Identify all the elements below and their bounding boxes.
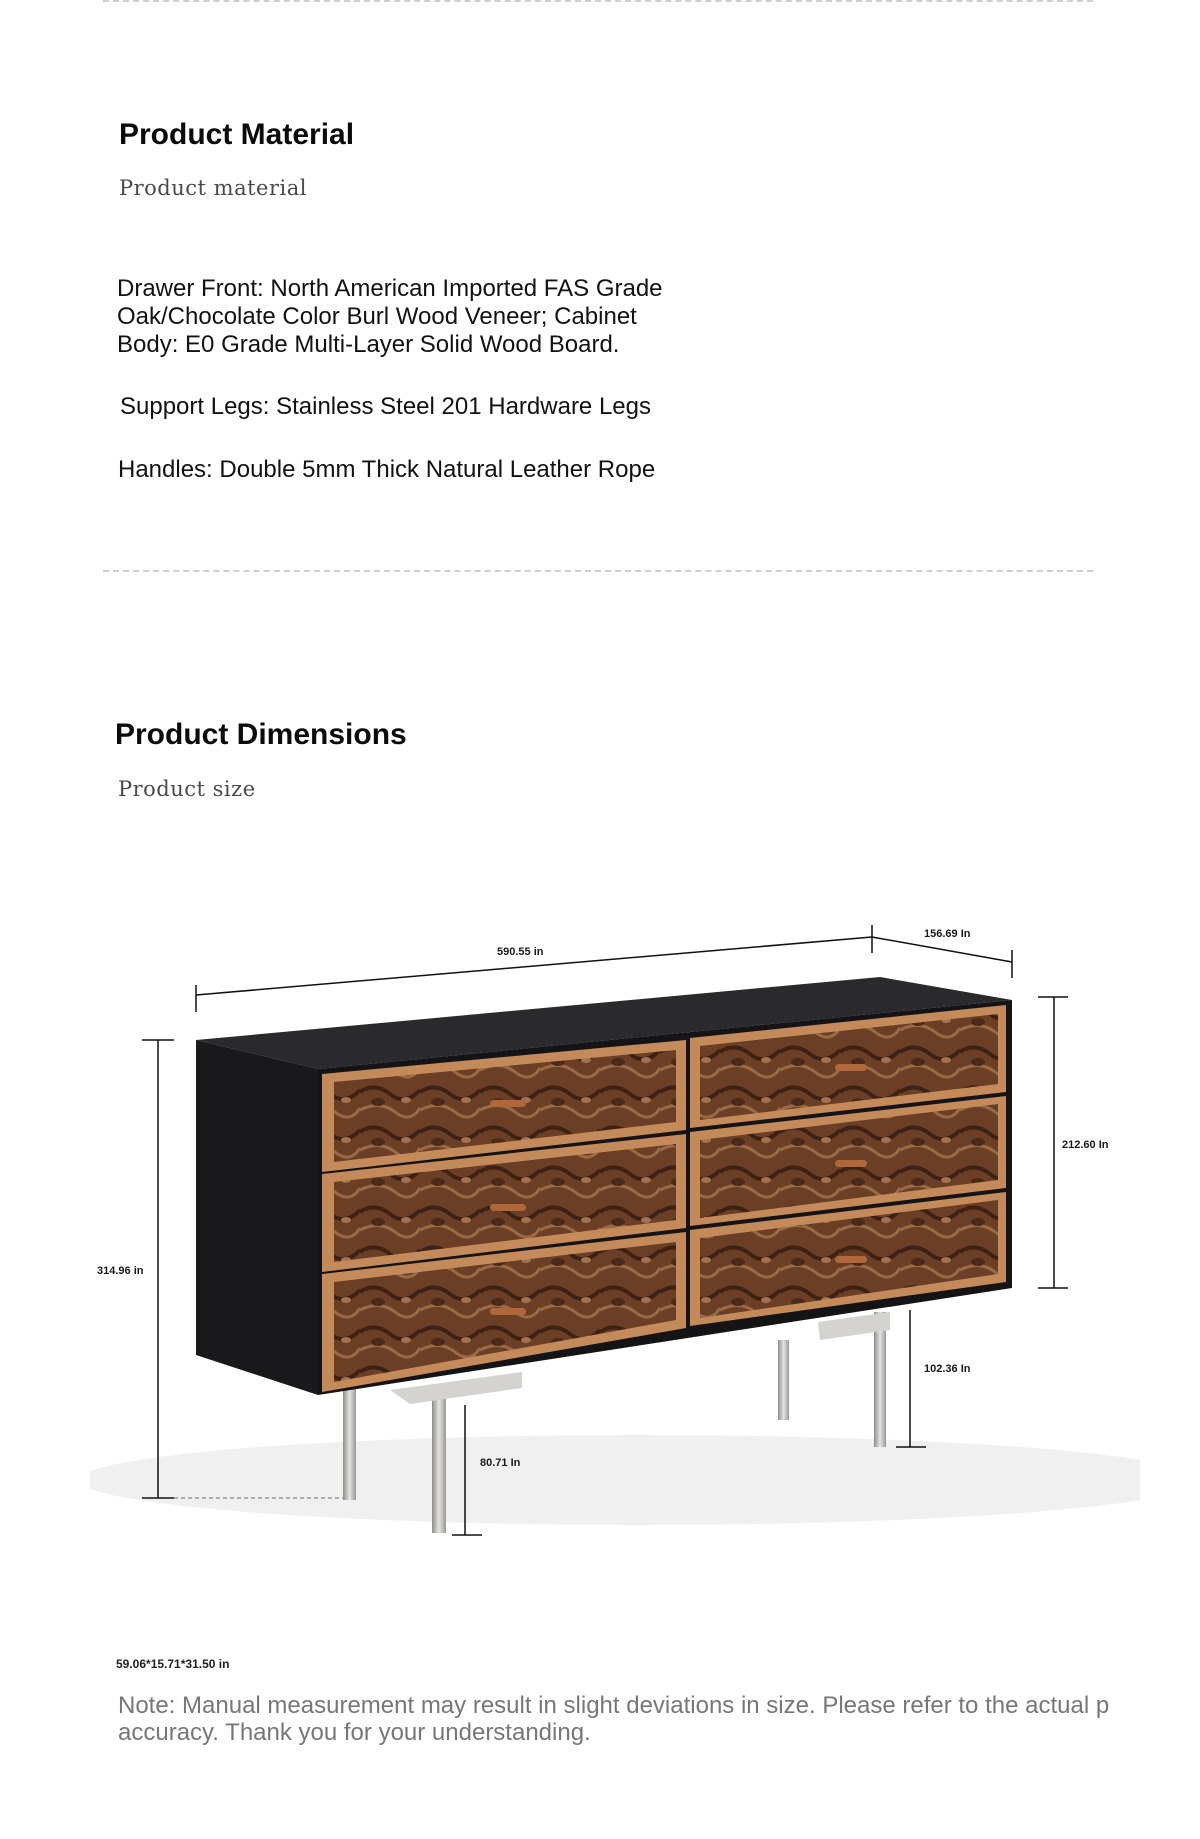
spec-line: Body: E0 Grade Multi-Layer Solid Wood Board. bbox=[117, 331, 620, 358]
spec-line: Drawer Front: North American Imported FAS Grade bbox=[117, 275, 663, 302]
side-height-label: 212.60 In bbox=[1062, 1139, 1109, 1151]
handle bbox=[490, 1100, 526, 1107]
cabinet-side bbox=[196, 1040, 318, 1395]
note-line: Note: Manual measurement may result in slight deviations in size. Please refer to the actual p bbox=[118, 1692, 1110, 1719]
depth-dim-line bbox=[872, 937, 1012, 962]
handle bbox=[835, 1064, 867, 1071]
width-label: 590.55 in bbox=[497, 946, 544, 958]
note-line: accuracy. Thank you for your understanding. bbox=[118, 1719, 591, 1746]
leg-back-label: 102.36 In bbox=[924, 1363, 971, 1375]
spec-line: Support Legs: Stainless Steel 201 Hardware Legs bbox=[120, 393, 651, 420]
product-dimension-figure bbox=[90, 900, 1140, 1580]
handle bbox=[490, 1204, 526, 1211]
leg-front-left bbox=[343, 1385, 356, 1500]
handle bbox=[835, 1160, 867, 1167]
spec-drawer-front bbox=[117, 275, 663, 359]
leg-front-label: 80.71 In bbox=[480, 1457, 521, 1469]
material-title: Product Material bbox=[119, 118, 355, 151]
leg-back-left bbox=[778, 1340, 789, 1420]
handle bbox=[490, 1308, 526, 1315]
spec-line: Oak/Chocolate Color Burl Wood Veneer; Cabinet bbox=[117, 303, 637, 330]
floor-shadow bbox=[90, 1435, 1140, 1525]
measurement-note bbox=[118, 1692, 1109, 1746]
top-divider bbox=[103, 0, 1093, 2]
depth-label: 156.69 In bbox=[924, 928, 971, 940]
leg-front-right bbox=[432, 1393, 446, 1533]
height-label: 314.96 in bbox=[97, 1265, 144, 1277]
leg-back-right bbox=[874, 1312, 886, 1447]
section-divider bbox=[103, 570, 1093, 572]
dimensions-subtitle: Product size bbox=[118, 777, 256, 801]
dimensions-title: Product Dimensions bbox=[115, 718, 407, 751]
handle bbox=[835, 1256, 867, 1263]
material-subtitle: Product material bbox=[119, 176, 307, 200]
spec-line: Handles: Double 5mm Thick Natural Leather Rope bbox=[118, 456, 656, 483]
size-summary: 59.06*15.71*31.50 in bbox=[116, 1657, 230, 1671]
spec-handles bbox=[118, 456, 655, 484]
spec-support-legs bbox=[120, 393, 651, 421]
